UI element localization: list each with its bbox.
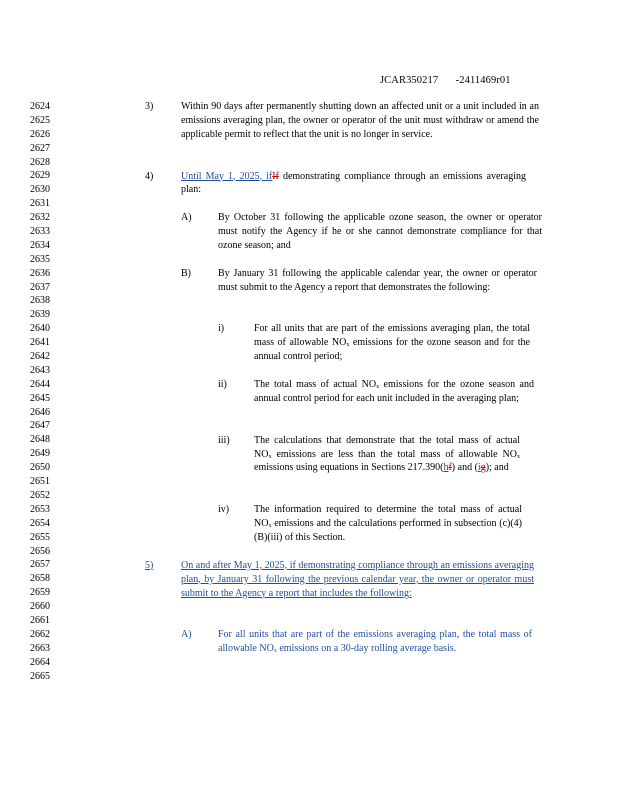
item-5-label: 5) — [145, 559, 154, 571]
line-number: 2640 — [30, 323, 50, 335]
line-number: 2639 — [30, 309, 50, 321]
item-5a-post: emissions on a 30-day rolling average basis. — [276, 643, 457, 655]
item-4b-i-pre: For all units that are part of the emissions averaging plan, the total mass of allowable NO — [254, 323, 530, 349]
subscript-x: x — [517, 453, 520, 460]
item-4b-ii-post: emissions for the ozone season and annual control period for each unit included in the averaging plan; — [254, 379, 534, 404]
subscript-x: x — [376, 384, 380, 390]
line-number: 2658 — [30, 573, 50, 585]
subscript-x: x — [346, 342, 350, 349]
item-4b-i-text — [254, 322, 530, 364]
line-number: 2655 — [30, 531, 50, 543]
item-3-text: Within 90 days after permanently shutting down an affected unit or a unit included in an emissions averaging plan, the owner or operator of the unit must withdraw or amend the applicable permit to reflect that the unit is no longer in service. — [181, 101, 539, 140]
item-4a-text: By October 31 following the applicable ozone season, the owner or operator must notify the Agency if he or she cannot demonstrate compliance for that ozone season; and — [218, 212, 542, 251]
item-4-inserted-text: Until May 1, 2025, if — [181, 170, 273, 182]
line-number: 2642 — [30, 351, 50, 363]
line-number: 2647 — [30, 420, 50, 432]
item-4b-iii-part-a: The calculations that demonstrate that the total mass of actual NO — [254, 434, 520, 460]
item-4-text — [181, 170, 526, 198]
line-number: 2657 — [30, 559, 50, 571]
item-4a-label: A) — [181, 212, 192, 224]
line-number: 2648 — [30, 434, 50, 446]
item-4b-iii-part-b: emissions are less than the total mass of allowable NO — [271, 448, 517, 460]
line-number: 2660 — [30, 601, 50, 613]
item-5a-label: A) — [181, 629, 192, 641]
item-4-body: demonstrating compliance through an emissions averaging plan: — [181, 170, 526, 196]
item-4b-iv-post: emissions and the calculations performed in subsection (c)(4)(B)(iii) of this Section. — [254, 518, 522, 543]
item-4-label: 4) — [145, 170, 154, 182]
document-id: JCAR350217 — [380, 75, 439, 86]
line-number: 2646 — [30, 406, 50, 418]
subscript-x: x — [268, 523, 272, 529]
item-3-label: 3) — [145, 101, 154, 112]
line-number: 2626 — [30, 128, 50, 140]
line-number: 2644 — [30, 378, 50, 390]
deleted-f: f — [448, 462, 452, 474]
item-4b-iii-part-d: ) and ( — [451, 462, 478, 474]
item-4b-iii-label: iii) — [218, 434, 230, 446]
line-number: 2627 — [30, 142, 50, 154]
line-number: 2645 — [30, 392, 50, 404]
item-4b-i-label: i) — [218, 323, 225, 335]
deleted-g: g — [480, 462, 486, 474]
inserted-i: i — [477, 462, 481, 474]
item-4b-iii-text — [254, 434, 520, 476]
line-number: 2638 — [30, 295, 50, 307]
item-4b-iii-part-e: ); and — [485, 462, 509, 474]
line-number: 2649 — [30, 448, 50, 460]
item-4b-ii-label: ii) — [218, 379, 227, 390]
item-4b-text: By January 31 following the applicable calendar year, the owner or operator must submit to the Agency a report that demonstrates the following: — [218, 267, 537, 293]
line-number: 2661 — [30, 614, 50, 626]
line-number: 2654 — [30, 517, 50, 529]
line-number: 2664 — [30, 656, 50, 668]
item-5a-text — [218, 628, 532, 656]
line-number: 2629 — [30, 170, 50, 182]
subscript-x: x — [273, 648, 277, 655]
line-number: 2635 — [30, 253, 50, 265]
document-version: -2411469r01 — [455, 75, 511, 86]
line-numbers — [30, 100, 50, 683]
line-number: 2650 — [30, 462, 50, 474]
line-number: 2662 — [30, 628, 50, 640]
item-4b-iv-pre: The information required to determine the total mass of actual NO — [254, 504, 522, 529]
inserted-h: h — [443, 462, 449, 474]
item-5a-pre: For all units that are part of the emissions averaging plan, the total mass of allowable NO — [218, 629, 532, 655]
line-number: 2641 — [30, 337, 50, 349]
line-number: 2665 — [30, 670, 50, 682]
subscript-x: x — [268, 453, 272, 460]
item-4b-iii-part-c: emissions using equations in Sections 217.390( — [254, 462, 444, 474]
item-4b-label: B) — [181, 267, 191, 279]
line-number: 2636 — [30, 267, 50, 279]
item-5-text: On and after May 1, 2025, if demonstrating compliance through an emissions averaging plan, by January 31 following the previous calendar year, the owner or operator must submit to the Agency a report that includes the following: — [181, 559, 534, 599]
item-4b-ii-pre: The total mass of actual NO — [254, 379, 377, 390]
item-4b-iv-text — [254, 503, 522, 545]
line-number: 2651 — [30, 476, 50, 488]
line-number: 2643 — [30, 364, 50, 376]
document-header — [380, 75, 511, 86]
line-number: 2637 — [30, 281, 50, 293]
line-number: 2628 — [30, 156, 50, 168]
line-number: 2656 — [30, 545, 50, 557]
item-4b-iv-label: iv) — [218, 504, 230, 516]
line-number: 2652 — [30, 489, 50, 501]
line-number: 2634 — [30, 239, 50, 251]
item-4-deleted-text: If — [272, 170, 279, 182]
line-number: 2630 — [30, 184, 50, 196]
item-4b-i-post: emissions for the ozone season and for the annual control period; — [254, 337, 530, 363]
line-number: 2653 — [30, 503, 50, 515]
item-4b-ii-text — [254, 378, 534, 406]
line-number: 2633 — [30, 226, 50, 238]
line-number: 2624 — [30, 101, 50, 112]
line-number: 2632 — [30, 212, 50, 224]
line-number: 2663 — [30, 642, 50, 654]
line-number: 2659 — [30, 587, 50, 599]
line-number: 2631 — [30, 198, 50, 210]
line-number: 2625 — [30, 114, 50, 126]
